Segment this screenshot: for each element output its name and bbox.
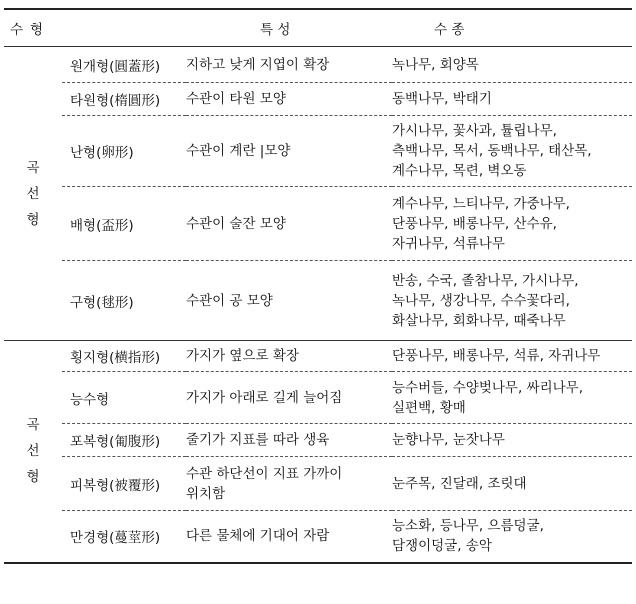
category-label: 곡 선 형: [4, 47, 62, 341]
species: 눈향나무, 눈잣나무: [392, 424, 632, 457]
category-label: 곡 선 형: [4, 341, 62, 563]
species: 반송, 수국, 졸참나무, 가시나무, 녹나무, 생강나무, 수수꽃다리, 화살나무, 회화나무, 때죽나무: [392, 261, 632, 341]
form-name: 만경형(蔓莖形): [62, 511, 186, 563]
table-row: [4, 261, 632, 341]
tree-form-table: [4, 8, 632, 564]
form-name: 타원형(楕圓形): [62, 83, 186, 116]
header-form: 수 형: [10, 22, 45, 38]
table-row: [4, 116, 632, 187]
form-name: 포복형(匍腹形): [62, 424, 186, 457]
form-name: 난형(卵形): [62, 116, 186, 187]
table-row: [4, 187, 632, 261]
header-species: 수 종: [434, 22, 465, 38]
feature: 다른 물체에 기대어 자람: [186, 511, 392, 563]
form-name: 횡지형(横指形): [62, 341, 186, 372]
species: 능소화, 등나무, 으름덩굴, 담쟁이덩굴, 송악: [392, 511, 632, 563]
species: 동백나무, 박태기: [392, 83, 632, 116]
form-name: 구형(毬形): [62, 261, 186, 341]
feature: 가지가 옆으로 확장: [186, 341, 392, 372]
species: 단풍나무, 배롱나무, 석류, 자귀나무: [392, 341, 632, 372]
header-row: [4, 9, 632, 47]
species: 눈주목, 진달래, 조릿대: [392, 457, 632, 511]
table-row: [4, 424, 632, 457]
feature: 지하고 낮게 지엽이 확장: [186, 47, 392, 83]
feature: 수관이 술잔 모양: [186, 187, 392, 261]
form-name: 배형(盃形): [62, 187, 186, 261]
form-name: 원개형(圓蓋形): [62, 47, 186, 83]
form-name: 피복형(被覆形): [62, 457, 186, 511]
feature: 수관 하단선이 지표 가까이 위치함: [186, 457, 392, 511]
form-name: 능수형: [62, 372, 186, 424]
table-row: [4, 372, 632, 424]
header-feature: 특 성: [260, 22, 291, 38]
table-row: [4, 83, 632, 116]
species: 가시나무, 꽃사과, 튤립나무, 측백나무, 목서, 동백나무, 태산목, 계수나무, 목련, 벽오동: [392, 116, 632, 187]
table-row: [4, 457, 632, 511]
feature: 수관이 계란 |모양: [186, 116, 392, 187]
group-1: [4, 47, 632, 341]
feature: 수관이 타원 모양: [186, 83, 392, 116]
table-row: [4, 47, 632, 83]
feature: 가지가 아래로 길게 늘어짐: [186, 372, 392, 424]
table-row: [4, 341, 632, 372]
species: 녹나무, 회양목: [392, 47, 632, 83]
species: 능수버들, 수양벚나무, 싸리나무, 실편백, 황매: [392, 372, 632, 424]
species: 계수나무, 느티나무, 가중나무, 단풍나무, 배롱나무, 산수유, 자귀나무, 석류나무: [392, 187, 632, 261]
table-row: [4, 511, 632, 563]
feature: 수관이 공 모양: [186, 261, 392, 341]
group-2: [4, 341, 632, 563]
feature: 줄기가 지표를 따라 생육: [186, 424, 392, 457]
